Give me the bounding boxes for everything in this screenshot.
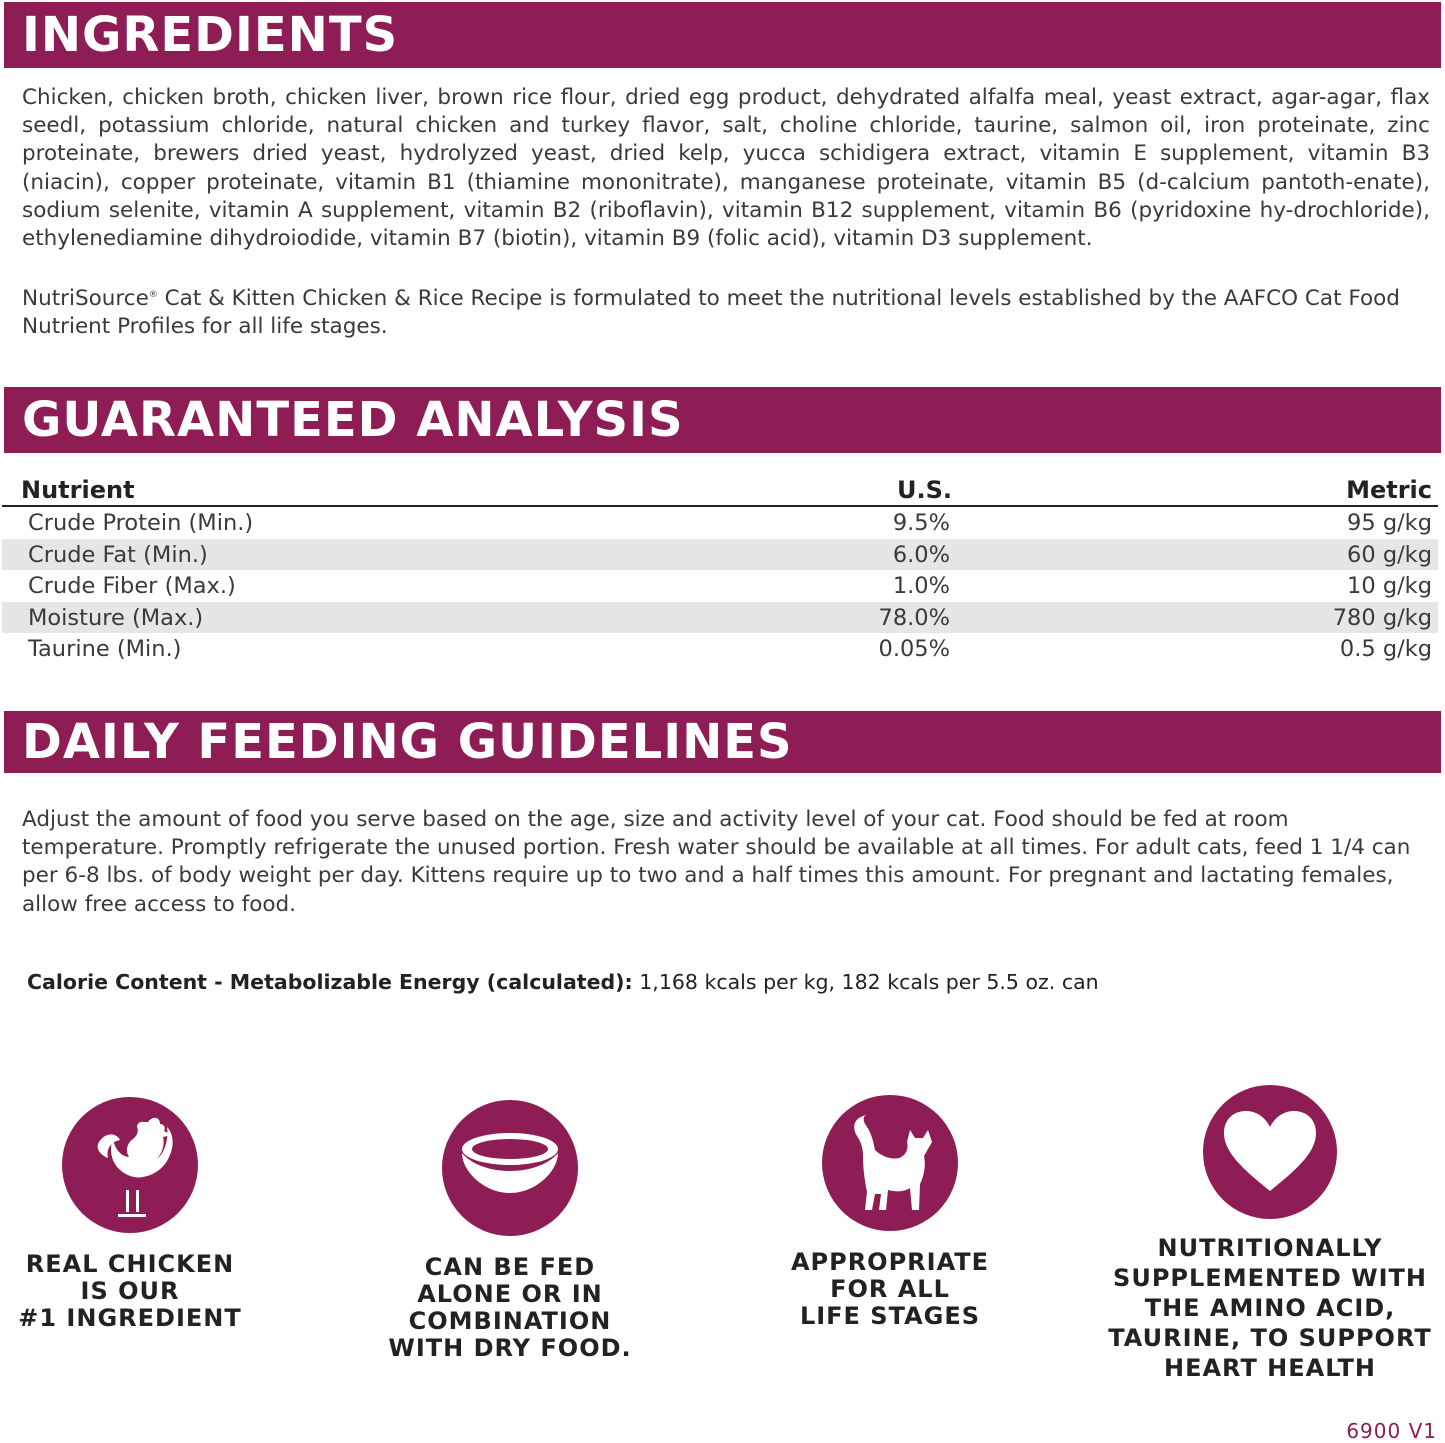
heart-icon [1203, 1085, 1337, 1219]
nutrient-cell: Taurine (Min.) [28, 636, 182, 663]
calorie-content [27, 970, 1099, 994]
us-value-cell: 0.05% [878, 636, 950, 663]
cat-icon [822, 1095, 958, 1231]
metric-value-cell: 0.5 g/kg [1339, 636, 1432, 663]
us-value-cell: 6.0% [892, 541, 950, 568]
ingredients-text: Chicken, chicken broth, chicken liver, brown rice flour, dried egg product, dehydrated alfalfa meal, yeast extract, agar-agar, flax seedl, potassium chloride, natural chicken and turkey flavor, salt, choline chloride, taurine, salmon oil, iron proteinate, zinc proteinate, brewers dried yeast, hydrolyzed yeast, dried kelp, yucca schidigera extract, vitamin E supplement, vitamin B3 (niacin), copper proteinate, vitamin B1 (thiamine mononitrate), manganese proteinate, vitamin B5 (d-calcium pantoth-enate), sodium selenite, vitamin A supplement, vitamin B2 (riboflavin), vitamin B12 supplement, vitamin B6 (pyridoxine hy-drochloride), ethylenediamine dihydroiodide, vitamin B7 (biotin), vitamin B9 (folic acid), vitamin D3 supplement. [22, 85, 1430, 252]
header-us: U.S. [896, 476, 952, 504]
brand-name: NutriSource [22, 286, 149, 312]
registered-mark: ® [148, 290, 158, 300]
header-nutrient: Nutrient [21, 476, 135, 504]
table-row [2, 539, 1438, 571]
feeding-guidelines-heading: DAILY FEEDING GUIDELINES [4, 711, 1441, 773]
table-header [2, 472, 1438, 507]
guaranteed-analysis-table [2, 472, 1438, 665]
us-value-cell: 9.5% [892, 510, 950, 536]
nutrient-cell: Crude Protein (Min.) [28, 510, 254, 536]
feature-label: CAN BE FED ALONE OR IN COMBINATION WITH DRY FOOD. [388, 1253, 632, 1362]
nutrient-cell: Moisture (Max.) [28, 604, 204, 631]
chicken-icon [62, 1097, 198, 1233]
us-value-cell: 1.0% [892, 573, 950, 600]
feature-all-life-stages [725, 1095, 1055, 1330]
table-row [2, 507, 1438, 539]
feature-taurine-heart-health [1105, 1085, 1435, 1383]
ingredients-heading: INGREDIENTS [4, 2, 1441, 68]
metric-value-cell: 60 g/kg [1347, 541, 1432, 568]
metric-value-cell: 780 g/kg [1332, 604, 1432, 631]
metric-value-cell: 10 g/kg [1347, 573, 1432, 600]
table-row [2, 570, 1438, 602]
aafco-statement [22, 281, 1430, 342]
bowl-icon [442, 1100, 578, 1236]
feeding-text: Adjust the amount of food you serve based on the age, size and activity level of your cat. Food should be fed at room temperature. Promptly refrigerate the unused portion. Fresh water should be available at all times. For adult cats, feed 1 1/4 can per 6-8 lbs. of body weight per day. Kittens require up to two and a half times this amount. For pregnant and lactating females, allow free access to food. [22, 807, 1411, 917]
calorie-label: Calorie Content - Metabolizable Energy (calculated): [27, 970, 633, 994]
table-row [2, 633, 1438, 665]
feature-label: APPROPRIATE FOR ALL LIFE STAGES [790, 1248, 990, 1330]
us-value-cell: 78.0% [878, 604, 950, 631]
nutrient-cell: Crude Fat (Min.) [28, 541, 208, 568]
nutrient-cell: Crude Fiber (Max.) [28, 573, 236, 600]
metric-value-cell: 95 g/kg [1347, 510, 1432, 536]
feature-real-chicken [0, 1097, 295, 1332]
feature-label: REAL CHICKEN IS OUR #1 INGREDIENT [18, 1250, 242, 1332]
aafco-statement-text: Cat & Kitten Chicken & Rice Recipe is formulated to meet the nutritional levels established by the AAFCO Cat Food Nutrient Profiles for all life stages. [22, 286, 1400, 340]
version-code: 6900 V1 [1346, 1419, 1437, 1443]
table-row [2, 602, 1438, 634]
feature-fed-alone-or-combination [345, 1100, 675, 1362]
feature-label: NUTRITIONALLY SUPPLEMENTED WITH THE AMINO ACID, TAURINE, TO SUPPORT HEART HEALTH [1108, 1234, 1432, 1382]
header-metric: Metric [1346, 476, 1432, 504]
guaranteed-analysis-heading: GUARANTEED ANALYSIS [4, 387, 1441, 453]
calorie-value: 1,168 kcals per kg, 182 kcals per 5.5 oz. can [632, 970, 1099, 994]
